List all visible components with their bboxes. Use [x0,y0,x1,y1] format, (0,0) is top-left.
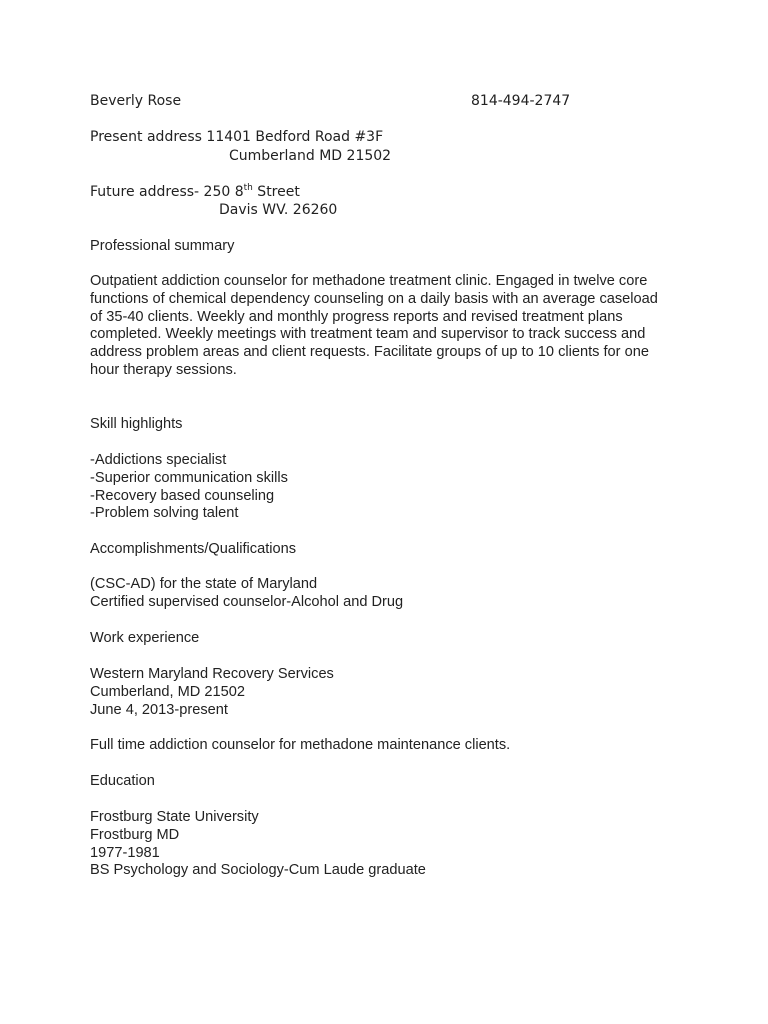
employment-dates: June 4, 2013-present [90,701,228,718]
employer-location: Cumberland, MD 21502 [90,683,245,700]
accomplishment-item: Certified supervised counselor-Alcohol and Drug [90,593,404,610]
summary-line: completed. Weekly meetings with treatment team and supervisor to track success and [90,326,646,343]
accomplishment-item: (CSC-AD) for the state of Maryland [90,576,318,592]
summary-line: of 35-40 clients. Weekly and monthly progress reports and revised treatment plans [90,308,623,325]
education-details [90,809,690,880]
accomplishments-heading: Accomplishments/Qualifications [90,541,297,557]
ordinal-suffix: th [243,183,253,193]
work-experience-heading: Work experience [90,630,200,646]
professional-summary-heading: Professional summary [90,238,235,254]
future-address-street: Street [252,184,300,200]
accomplishments-list [90,576,690,612]
skill-highlights-heading: Skill highlights [90,416,183,432]
skill-item: -Recovery based counseling [90,487,275,504]
summary-line: address problem areas and client requests. Facilitate groups of up to 10 clients for one [90,344,649,361]
present-address-line2: Cumberland MD 21502 [229,148,392,164]
attendance-years: 1977-1981 [90,844,160,861]
phone-number: 814-494-2747 [471,93,571,109]
present-address-line1: Present address 11401 Bedford Road #3F [90,129,384,145]
skill-item: -Addictions specialist [90,452,227,468]
future-address-prefix: Future address- 250 8 [90,184,244,200]
summary-line: functions of chemical dependency counseling on a daily basis with an average caseload [90,290,658,307]
school-name: Frostburg State University [90,809,259,825]
employer-name: Western Maryland Recovery Services [90,666,334,682]
professional-summary-body [90,273,690,380]
skill-item: -Problem solving talent [90,505,239,522]
summary-line: hour therapy sessions. [90,361,237,378]
school-location: Frostburg MD [90,826,180,843]
degree: BS Psychology and Sociology-Cum Laude graduate [90,862,426,879]
future-address-line1 [90,183,300,201]
employer-details [90,666,690,719]
job-description: Full time addiction counselor for methadone maintenance clients. [90,737,511,753]
skill-list [90,452,690,523]
skill-item: -Superior communication skills [90,469,288,486]
applicant-name: Beverly Rose [90,93,182,109]
future-address-line2: Davis WV. 26260 [219,202,338,218]
summary-line: Outpatient addiction counselor for methadone treatment clinic. Engaged in twelve core [90,273,648,289]
education-heading: Education [90,773,155,789]
